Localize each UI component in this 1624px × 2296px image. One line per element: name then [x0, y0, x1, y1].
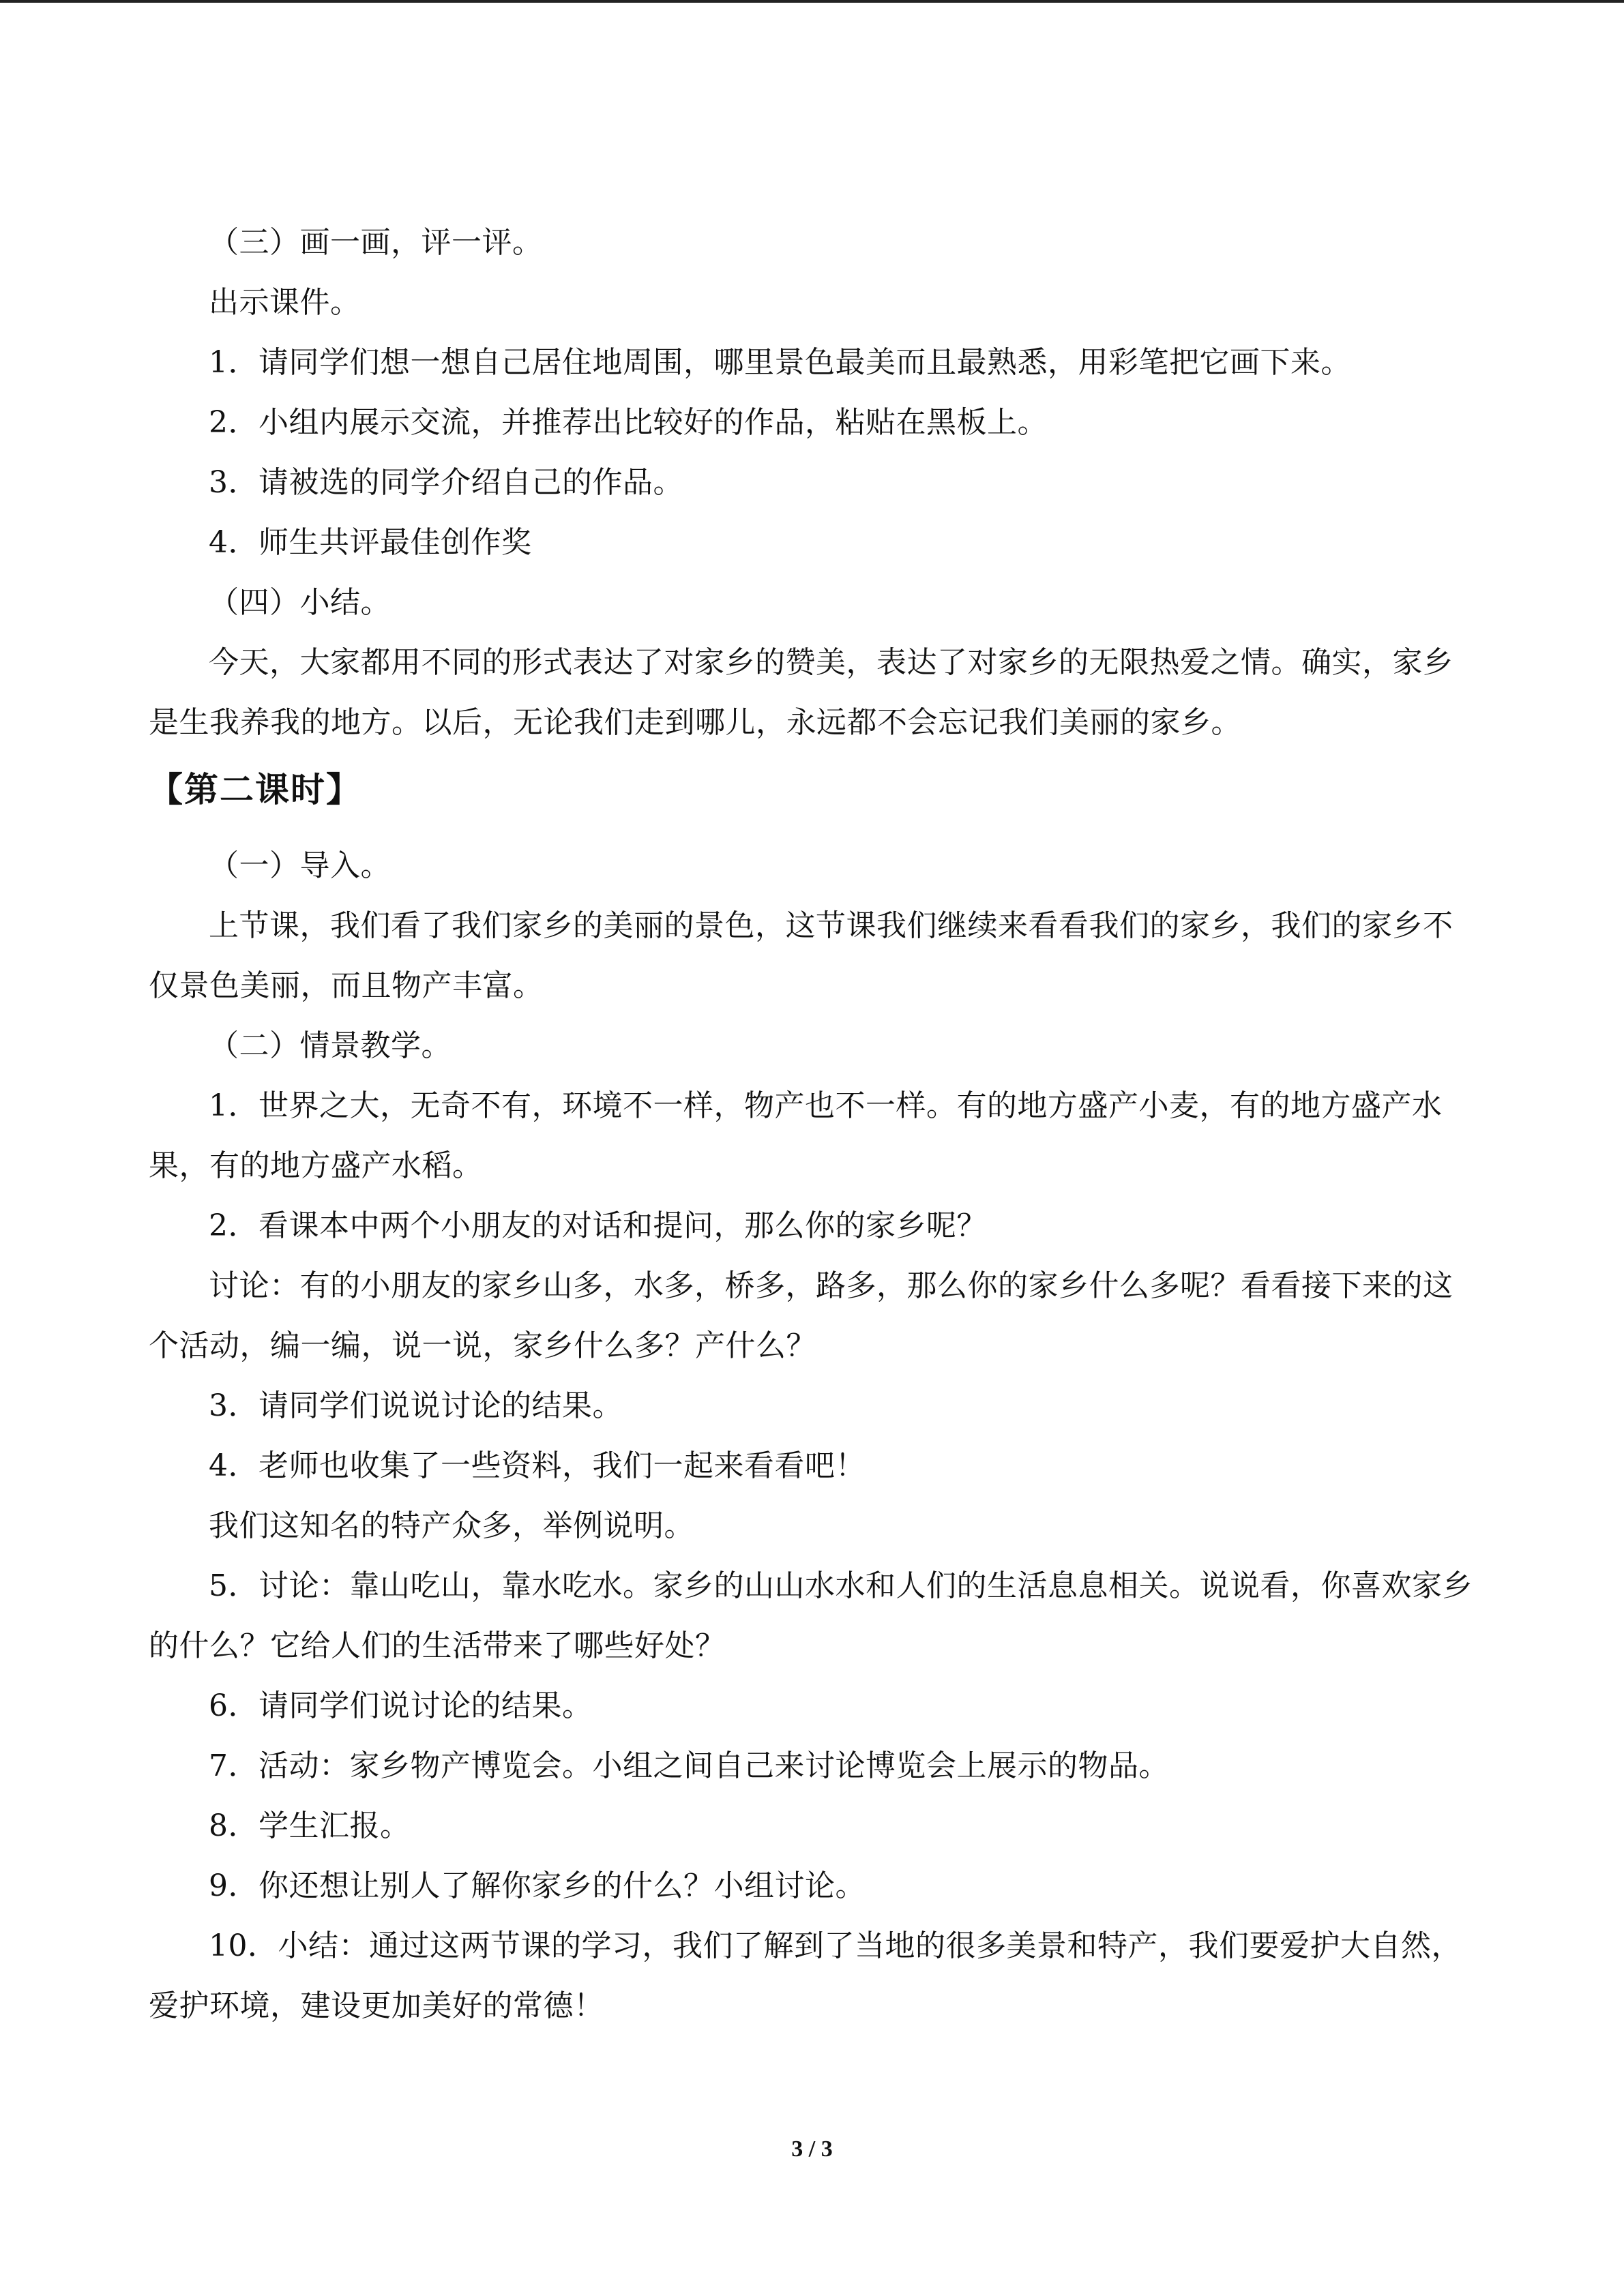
document-body	[149, 213, 1477, 2036]
list-item: 1．请同学们想一想自己居住地周围，哪里景色最美而且最熟悉，用彩笔把它画下来。	[209, 345, 1351, 380]
list-item: 4．老师也收集了一些资料，我们一起来看看吧！	[209, 1448, 866, 1483]
section-heading-draw-evaluate: （三）画一画，评一评。	[209, 225, 543, 260]
list-item: 1．世界之大，无奇不有，环境不一样，物产也不一样。有的地方盛产小麦，有的地方盛产水果，有的地方盛产水稻。	[149, 1088, 1443, 1183]
section-heading-scenario: （二）情景教学。	[209, 1028, 452, 1063]
list-item: 7．活动：家乡物产博览会。小组之间自己来讨论博览会上展示的物品。	[209, 1748, 1169, 1783]
list-item: 2．看课本中两个小朋友的对话和提问，那么你的家乡呢？	[209, 1208, 987, 1243]
list-item: 8．学生汇报。	[209, 1808, 411, 1843]
section-heading-intro: （一）导入。	[209, 848, 391, 883]
page-number: 3 / 3	[791, 2136, 833, 2162]
list-item: 6．请同学们说讨论的结果。	[209, 1688, 593, 1723]
list-item: 3．请被选的同学介绍自己的作品。	[209, 465, 683, 500]
paragraph: 今天，大家都用不同的形式表达了对家乡的赞美，表达了对家乡的无限热爱之情。确实，家乡是生我养我的地方。以后，无论我们走到哪儿，永远都不会忘记我们美丽的家乡。	[149, 645, 1453, 740]
list-item: 9．你还想让别人了解你家乡的什么？小组讨论。	[209, 1868, 866, 1903]
list-item: 4．师生共评最佳创作奖	[209, 525, 532, 560]
paragraph: 我们这知名的特产众多，举例说明。	[209, 1508, 694, 1543]
list-item: 3．请同学们说说讨论的结果。	[209, 1388, 623, 1423]
list-item: 10．小结：通过这两节课的学习，我们了解到了当地的很多美景和特产，我们要爱护大自然，爱护环境，建设更加美好的常德！	[149, 1928, 1462, 2023]
paragraph: 上节课，我们看了我们家乡的美丽的景色，这节课我们继续来看看我们的家乡，我们的家乡不仅景色美丽，而且物产丰富。	[149, 908, 1453, 1003]
list-item: 5．讨论：靠山吃山，靠水吃水。家乡的山山水水和人们的生活息息相关。说说看，你喜欢家乡的什么？它给人们的生活带来了哪些好处？	[149, 1568, 1473, 1663]
paragraph: 出示课件。	[209, 285, 361, 320]
paragraph: 讨论：有的小朋友的家乡山多，水多，桥多，路多，那么你的家乡什么多呢？看看接下来的这个活动，编一编，说一说，家乡什么多？产什么？	[149, 1268, 1453, 1363]
list-item: 2．小组内展示交流，并推荐出比较好的作品，粘贴在黑板上。	[209, 405, 1048, 440]
section-heading-summary: （四）小结。	[209, 585, 391, 620]
lesson-two-heading: 【第二课时】	[149, 770, 361, 809]
top-border-rule	[0, 0, 1624, 3]
